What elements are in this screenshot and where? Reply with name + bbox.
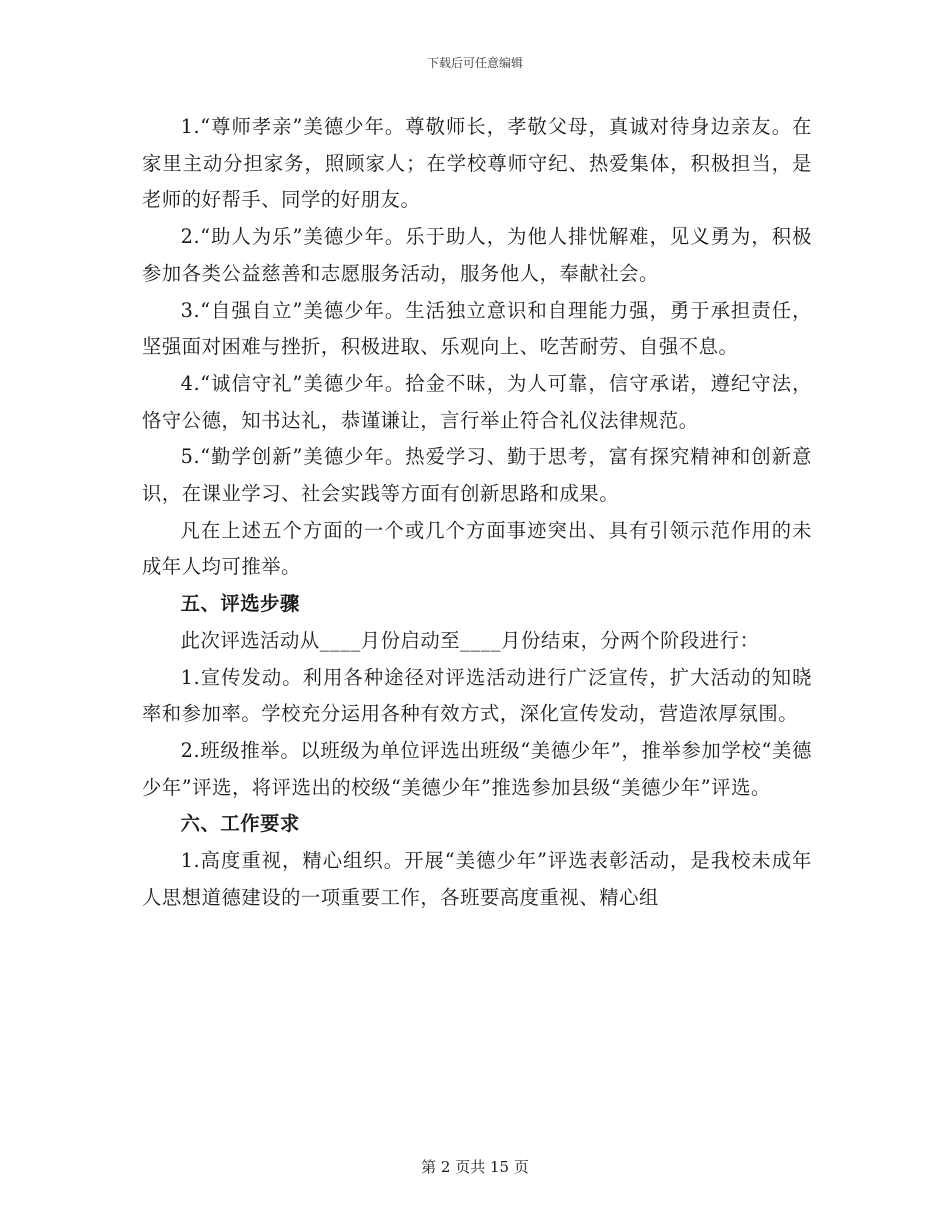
paragraph-zunshi-xiaoqin: 1.“尊师孝亲”美德少年。尊敬师长，孝敬父母，真诚对待身边亲友。在家里主动分担家务，照顾家人；在学校尊师守纪、热爱集体，积极担当，是老师的好帮手、同学的好朋友。 <box>142 115 812 212</box>
section-heading-work-requirements: 六、工作要求 <box>180 812 300 836</box>
page-header: 下载后可任意编辑 <box>426 56 523 70</box>
section-heading-selection-steps: 五、评选步骤 <box>180 592 300 616</box>
page-footer: 第 2 页共 15 页 <box>421 1158 529 1176</box>
paragraph-class-recommendation: 2.班级推举。以班级为单位评选出班级“美德少年”，推举参加学校“美德少年”评选，将评选出的校级“美德少年”推选参加县级“美德少年”评选。 <box>142 738 812 799</box>
paragraph-recommendation-scope: 凡在上述五个方面的一个或几个方面事迹突出、具有引领示范作用的未成年人均可推举。 <box>142 518 812 579</box>
paragraph-qinxue-chuangxin: 5.“勤学创新”美德少年。热爱学习、勤于思考，富有探究精神和创新意识，在课业学习、社会实践等方面有创新思路和成果。 <box>142 445 812 506</box>
paragraph-ziqiang-zili: 3.“自强自立”美德少年。生活独立意识和自理能力强，勇于承担责任，坚强面对困难与挫折，积极进取、乐观向上、吃苦耐劳、自强不息。 <box>142 298 812 359</box>
paragraph-selection-timeline: 此次评选活动从____月份启动至____月份结束，分两个阶段进行： <box>180 628 760 652</box>
paragraph-chengxin-shouli: 4.“诚信守礼”美德少年。拾金不昧，为人可靠，信守承诺，遵纪守法，恪守公德，知书达礼，恭谨谦让，言行举止符合礼仪法律规范。 <box>142 371 812 432</box>
paragraph-publicity: 1.宣传发动。利用各种途径对评选活动进行广泛宣传，扩大活动的知晓率和参加率。学校充分运用各种有效方式，深化宣传发动，营造浓厚氛围。 <box>142 665 812 726</box>
document-body <box>142 109 812 916</box>
paragraph-zhuren-weile: 2.“助人为乐”美德少年。乐于助人，为他人排忧解难，见义勇为，积极参加各类公益慈善和志愿服务活动，服务他人，奉献社会。 <box>142 225 812 285</box>
paragraph-attach-importance: 1.高度重视，精心组织。开展“美德少年”评选表彰活动，是我校未成年人思想道德建设的一项重要工作，各班要高度重视、精心组 <box>142 849 812 909</box>
